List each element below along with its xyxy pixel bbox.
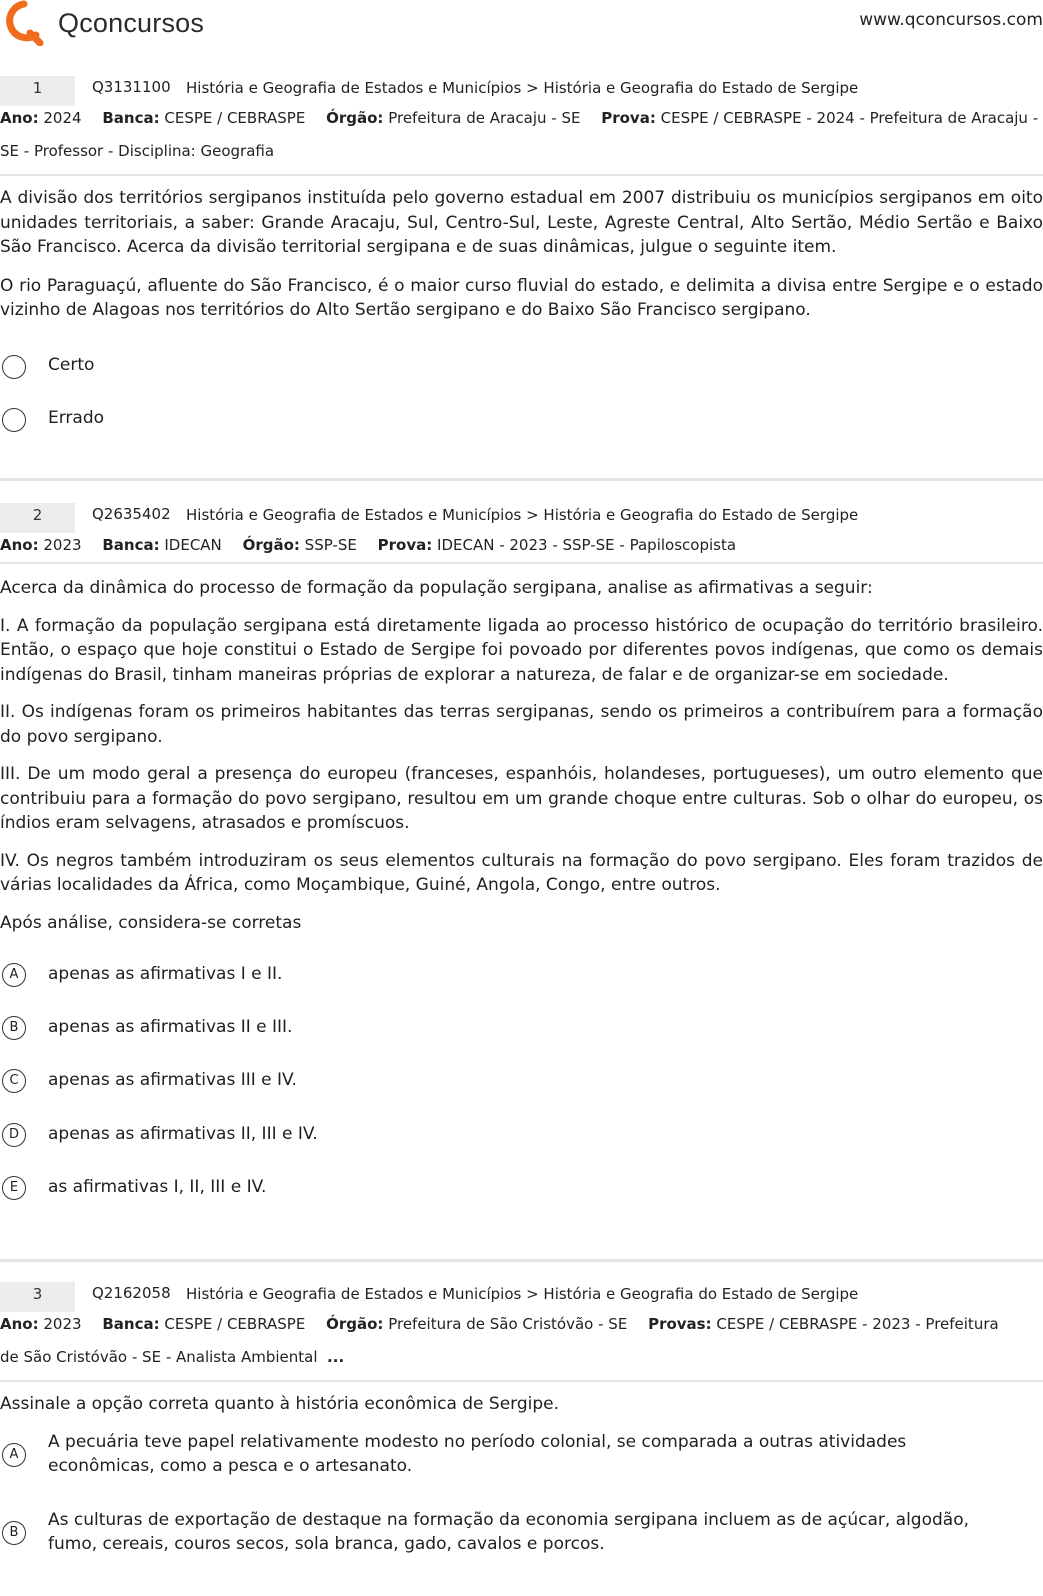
statement-iv: IV. Os negros também introduziram os seus elementos culturais na formação do povo sergipano. Eles foram trazidos de várias localidades da África, como Moçambique, Guiné, Angola, Congo, entre outros. <box>0 850 1043 895</box>
agency-label: Órgão: <box>326 109 384 127</box>
option-label[interactable]: apenas as afirmativas II, III e IV. <box>48 1124 318 1144</box>
page-header <box>0 0 1043 50</box>
question-text: Assinale a opção correta quanto à história econômica de Sergipe. <box>0 1394 560 1414</box>
more-exams-button[interactable]: ... <box>327 1348 345 1366</box>
option-certo[interactable] <box>0 341 1043 394</box>
question-prompt: Após análise, considera-se corretas <box>0 912 302 933</box>
question-1 <box>0 76 1043 447</box>
question-id[interactable]: Q3131100 <box>92 78 171 96</box>
question-2 <box>0 503 1043 1217</box>
question-subject[interactable]: História e Geografia de Estados e Municípios > História e Geografia do Estado de Sergipe <box>186 79 859 97</box>
option-label[interactable]: as afirmativas I, II, III e IV. <box>48 1177 267 1197</box>
question-separator <box>0 1259 1043 1262</box>
radio-circle-icon[interactable] <box>2 408 26 432</box>
question-number: 2 <box>0 503 75 533</box>
option-label[interactable]: apenas as afirmativas II e III. <box>48 1017 293 1037</box>
exam-value: CESPE / CEBRASPE - 2023 - Prefeitura de São Cristóvão - SE - Analista Ambiental <box>0 1315 999 1366</box>
year-value: 2023 <box>43 536 82 554</box>
option-label[interactable]: Errado <box>48 407 105 428</box>
option-a[interactable] <box>0 1430 1043 1508</box>
option-label[interactable]: Certo <box>48 354 95 375</box>
question-number: 1 <box>0 76 75 106</box>
question-subject[interactable]: História e Geografia de Estados e Municípios > História e Geografia do Estado de Sergipe <box>186 1285 859 1303</box>
question-subject[interactable]: História e Geografia de Estados e Municípios > História e Geografia do Estado de Sergipe <box>186 506 859 524</box>
option-letter-icon[interactable]: C <box>2 1069 26 1093</box>
year-value: 2024 <box>43 109 82 127</box>
question-meta <box>0 529 1043 562</box>
agency-value: Prefeitura de Aracaju - SE <box>388 109 581 127</box>
option-b[interactable] <box>0 1508 1043 1568</box>
question-text: Acerca da dinâmica do processo de formação da população sergipana, analise as afirmativas a seguir: <box>0 578 873 598</box>
question-text: A divisão dos territórios sergipanos instituída pelo governo estadual em 2007 distribuiu os municípios sergipanos em oito unidades territoriais, a saber: Grande Aracaju, Sul, Centro-Sul, Leste, Agreste Central, Alto Sertão, Médio Sertão e Baixo São Francisco. Acerca da divisão territorial sergipana e de suas dinâmicas, julgue o seguinte item. <box>0 188 1043 257</box>
option-d[interactable] <box>0 1111 1043 1164</box>
agency-label: Órgão: <box>242 536 300 554</box>
exam-value: IDECAN - 2023 - SSP-SE - Papiloscopista <box>437 536 737 554</box>
option-letter-icon[interactable]: E <box>2 1176 26 1200</box>
qconcursos-logo-icon <box>0 0 50 46</box>
question-statement: O rio Paraguaçú, afluente do São Francisco, é o maior curso fluvial do estado, e delimita a divisa entre Sergipe e o estado vizinho de Alagoas nos territórios do Alto Sertão sergipano e do Baixo São Francisco sergipano. <box>0 275 1043 320</box>
exam-value: CESPE / CEBRASPE - 2024 - Prefeitura de Aracaju - SE - Professor - Disciplina: Geografia <box>0 109 1039 160</box>
site-url[interactable]: www.qconcursos.com <box>859 10 1043 30</box>
board-label: Banca: <box>102 1315 160 1333</box>
question-id[interactable]: Q2635402 <box>92 505 171 523</box>
option-errado[interactable] <box>0 394 1043 447</box>
option-letter-icon[interactable]: B <box>2 1521 26 1545</box>
agency-label: Órgão: <box>326 1315 384 1333</box>
question-header <box>0 1282 1043 1312</box>
brand-name: Qconcursos <box>58 8 205 38</box>
radio-circle-icon[interactable] <box>2 355 26 379</box>
question-number: 3 <box>0 1282 75 1312</box>
option-label[interactable]: apenas as afirmativas I e II. <box>48 964 283 984</box>
option-label[interactable]: A pecuária teve papel relativamente modesto no período colonial, se comparada a outras atividades econômicas, como a pesca e o artesanato. <box>48 1431 907 1476</box>
divider <box>0 1380 1043 1382</box>
statement-i: I. A formação da população sergipana está diretamente ligada ao processo histórico de ocupação do território brasileiro. Então, o espaço que hoje constitui o Estado de Sergipe foi povoado por diferentes povos indígenas, que como os demais indígenas do Brasil, tinham maneiras próprias de explorar a natureza, de falar e de organizar-se em sociedade. <box>0 615 1043 685</box>
question-header <box>0 76 1043 106</box>
option-label[interactable]: apenas as afirmativas III e IV. <box>48 1070 297 1090</box>
question-meta <box>0 102 1043 168</box>
question-3 <box>0 1282 1043 1568</box>
question-meta <box>0 1308 1043 1374</box>
option-letter-icon[interactable]: B <box>2 1016 26 1040</box>
option-c[interactable] <box>0 1057 1043 1111</box>
divider <box>0 174 1043 176</box>
question-id[interactable]: Q2162058 <box>92 1284 171 1302</box>
question-separator <box>0 478 1043 481</box>
agency-value: SSP-SE <box>304 536 357 554</box>
exam-label: Provas: <box>648 1315 712 1333</box>
year-label: Ano: <box>0 109 39 127</box>
question-header <box>0 503 1043 533</box>
exam-label: Prova: <box>601 109 656 127</box>
board-value: CESPE / CEBRASPE <box>164 1315 306 1333</box>
option-letter-icon[interactable]: A <box>2 1443 26 1467</box>
board-label: Banca: <box>102 109 160 127</box>
option-e[interactable] <box>0 1164 1043 1217</box>
board-value: IDECAN <box>164 536 222 554</box>
exam-label: Prova: <box>377 536 433 554</box>
board-label: Banca: <box>102 536 160 554</box>
year-label: Ano: <box>0 1315 39 1333</box>
year-label: Ano: <box>0 536 39 554</box>
option-letter-icon[interactable]: D <box>2 1123 26 1147</box>
board-value: CESPE / CEBRASPE <box>164 109 306 127</box>
option-a[interactable] <box>0 951 1043 1004</box>
option-b[interactable] <box>0 1004 1043 1057</box>
year-value: 2023 <box>43 1315 82 1333</box>
statement-ii: II. Os indígenas foram os primeiros habitantes das terras sergipanas, sendo os primeiros a contribuírem para a formação do povo sergipano. <box>0 702 1043 747</box>
option-label[interactable]: As culturas de exportação de destaque na formação da economia sergipana incluem as de açúcar, algodão, fumo, cereais, couros secos, sola branca, gado, cavalos e porcos. <box>48 1509 970 1554</box>
divider <box>0 562 1043 564</box>
option-letter-icon[interactable]: A <box>2 963 26 987</box>
statement-iii: III. De um modo geral a presença do europeu (franceses, espanhóis, holandeses, portugueses), um outro elemento que contribuiu para a formação do povo sergipano, resultou em um grande choque entre culturas. Sob o olhar do europeu, os índios eram selvagens, atrasados e promíscuos. <box>0 764 1043 833</box>
agency-value: Prefeitura de São Cristóvão - SE <box>388 1315 628 1333</box>
